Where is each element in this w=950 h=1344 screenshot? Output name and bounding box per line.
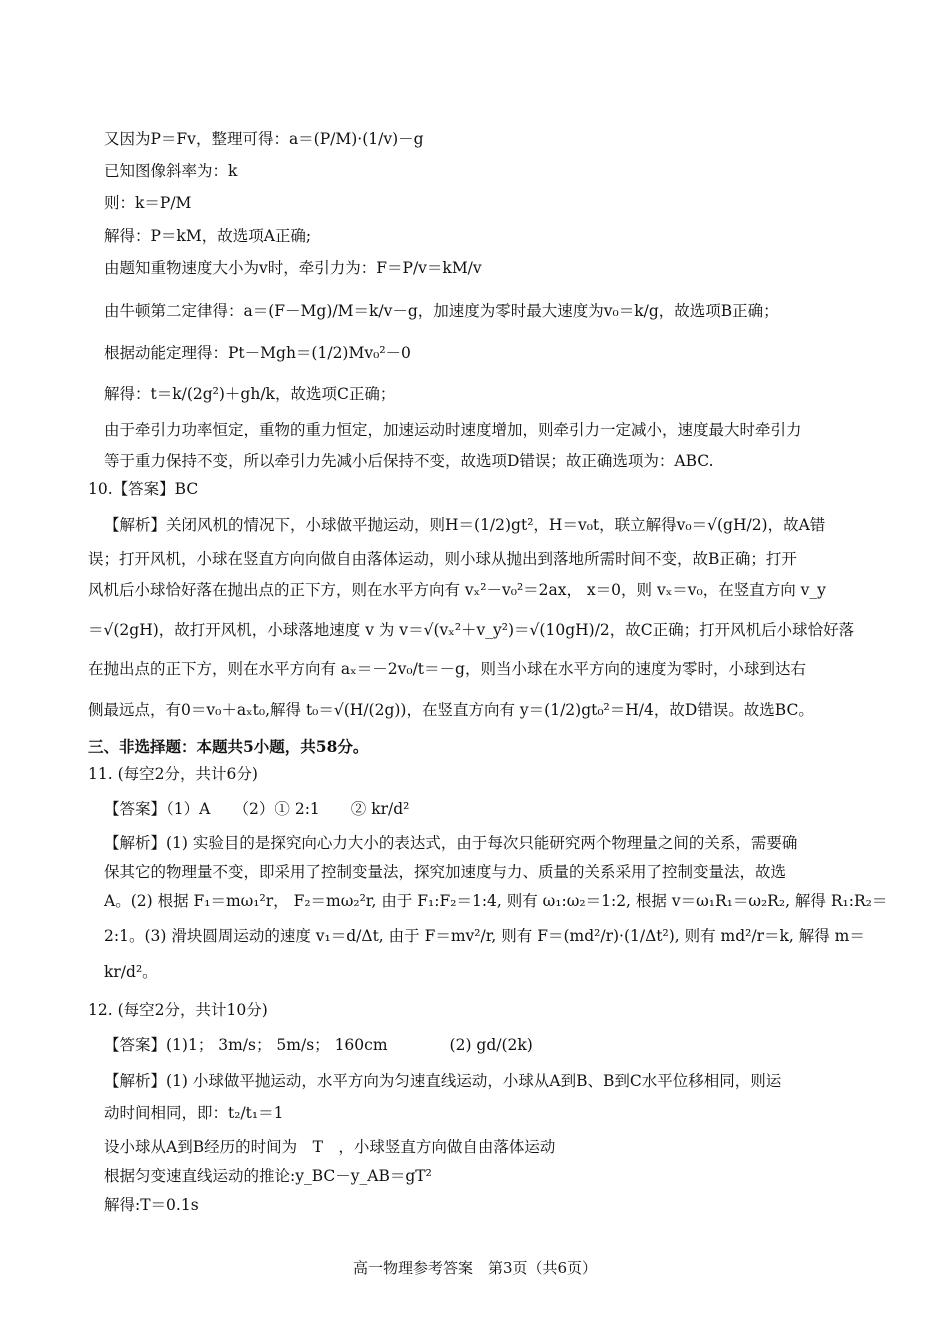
- text-line: 已知图像斜率为：k: [104, 162, 238, 180]
- text-line: 由题知重物速度大小为v时，牵引力为：F＝P/v＝kM/v: [104, 259, 482, 277]
- page-footer: 高一物理参考答案 第3页（共6页）: [352, 1259, 598, 1277]
- text-line: 则：k＝P/M: [104, 194, 192, 212]
- question-heading: 12. (每空2分，共计10分): [88, 1001, 268, 1019]
- text-line: 风机后小球恰好落在抛出点的正下方，则在水平方向有 vₓ²－v₀²＝2ax， x＝0，则 vₓ＝v₀，在竖直方向 v_y: [88, 581, 826, 599]
- text-line: 根据动能定理得：Pt－Mgh＝(1/2)Mv₀²－0: [104, 344, 411, 362]
- text-line: 2:1。(3) 滑块圆周运动的速度 v₁＝d/Δt, 由于 F＝mv²/r, 则有 F＝(md²/r)·(1/Δt²), 则有 md²/r＝k, 解得 m＝: [104, 927, 865, 945]
- question-heading: 11. (每空2分，共计6分): [88, 765, 258, 783]
- text-line: 在抛出点的正下方，则在水平方向有 aₓ＝－2v₀/t＝－g，则当小球在水平方向的速度为零时，小球到达右: [88, 660, 806, 678]
- section-heading: 三、非选择题：本题共5小题，共58分。: [88, 737, 369, 756]
- answer-line: 10.【答案】BC: [88, 480, 199, 498]
- text-line: 根据匀变速直线运动的推论:y_BC－y_AB＝gT²: [104, 1167, 432, 1185]
- text-line: 动时间相同，即：t₂/t₁＝1: [104, 1104, 284, 1122]
- text-line: A。(2) 根据 F₁＝mω₁²r， F₂＝mω₂²r, 由于 F₁:F₂＝1:4, 则有 ω₁:ω₂＝1:2, 根据 v＝ω₁R₁＝ω₂R₂, 解得 R₁:R₂＝: [104, 892, 888, 910]
- text-line: kr/d²。: [104, 963, 158, 981]
- text-line: 保其它的物理量不变，即采用了控制变量法，探究加速度与力、质量的关系采用了控制变量法，故选: [104, 863, 787, 881]
- text-line: 【解析】关闭风机的情况下，小球做平抛运动，则H＝(1/2)gt²，H＝v₀t，联立解得v₀＝√(gH/2)，故A错: [104, 516, 826, 534]
- text-line: ＝√(2gH)，故打开风机，小球落地速度 v 为 v＝√(vₓ²＋v_y²)＝√(10gH)/2，故C正确；打开风机后小球恰好落: [88, 621, 855, 639]
- text-line: 侧最远点，有0＝v₀＋aₓt₀,解得 t₀＝√(H/(2g))，在竖直方向有 y＝(1/2)gt₀²＝H/4，故D错误。故选BC。: [88, 701, 814, 719]
- text-line: 【解析】(1) 小球做平抛运动，水平方向为匀速直线运动，小球从A到B、B到C水平位移相同，则运: [104, 1072, 782, 1090]
- text-line: 【解析】(1) 实验目的是探究向心力大小的表达式，由于每次只能研究两个物理量之间的关系，需要确: [104, 834, 798, 852]
- text-line: 解得：P＝kM，故选项A正确;: [104, 227, 312, 245]
- answer-line: 【答案】(1)1； 3m/s； 5m/s； 160cm (2) gd/(2k): [104, 1036, 533, 1054]
- text-line: 解得：t＝k/(2g²)＋gh/k，故选项C正确；: [104, 385, 396, 403]
- answer-line: 【答案】（1）A （2）① 2:1 ② kr/d²: [104, 800, 410, 818]
- text-line: 由牛顿第二定律得：a＝(F－Mg)/M＝k/v－g，加速度为零时最大速度为v₀＝k/g，故选项B正确；: [104, 302, 779, 320]
- text-line: 设小球从A到B经历的时间为 T ，小球竖直方向做自由落体运动: [104, 1138, 556, 1156]
- text-line: 等于重力保持不变，所以牵引力先减小后保持不变，故选项D错误；故正确选项为：ABC.: [104, 452, 714, 470]
- text-line: 由于牵引力功率恒定，重物的重力恒定，加速运动时速度增加，则牵引力一定减小，速度最大时牵引力: [104, 421, 802, 439]
- text-line: 解得:T＝0.1s: [104, 1196, 199, 1214]
- text-line: 又因为P＝Fv，整理可得：a＝(P/M)·(1/v)－g: [104, 130, 424, 148]
- text-line: 误；打开风机，小球在竖直方向向做自由落体运动，则小球从抛出到落地所需时间不变，故B正确；打开: [88, 550, 797, 568]
